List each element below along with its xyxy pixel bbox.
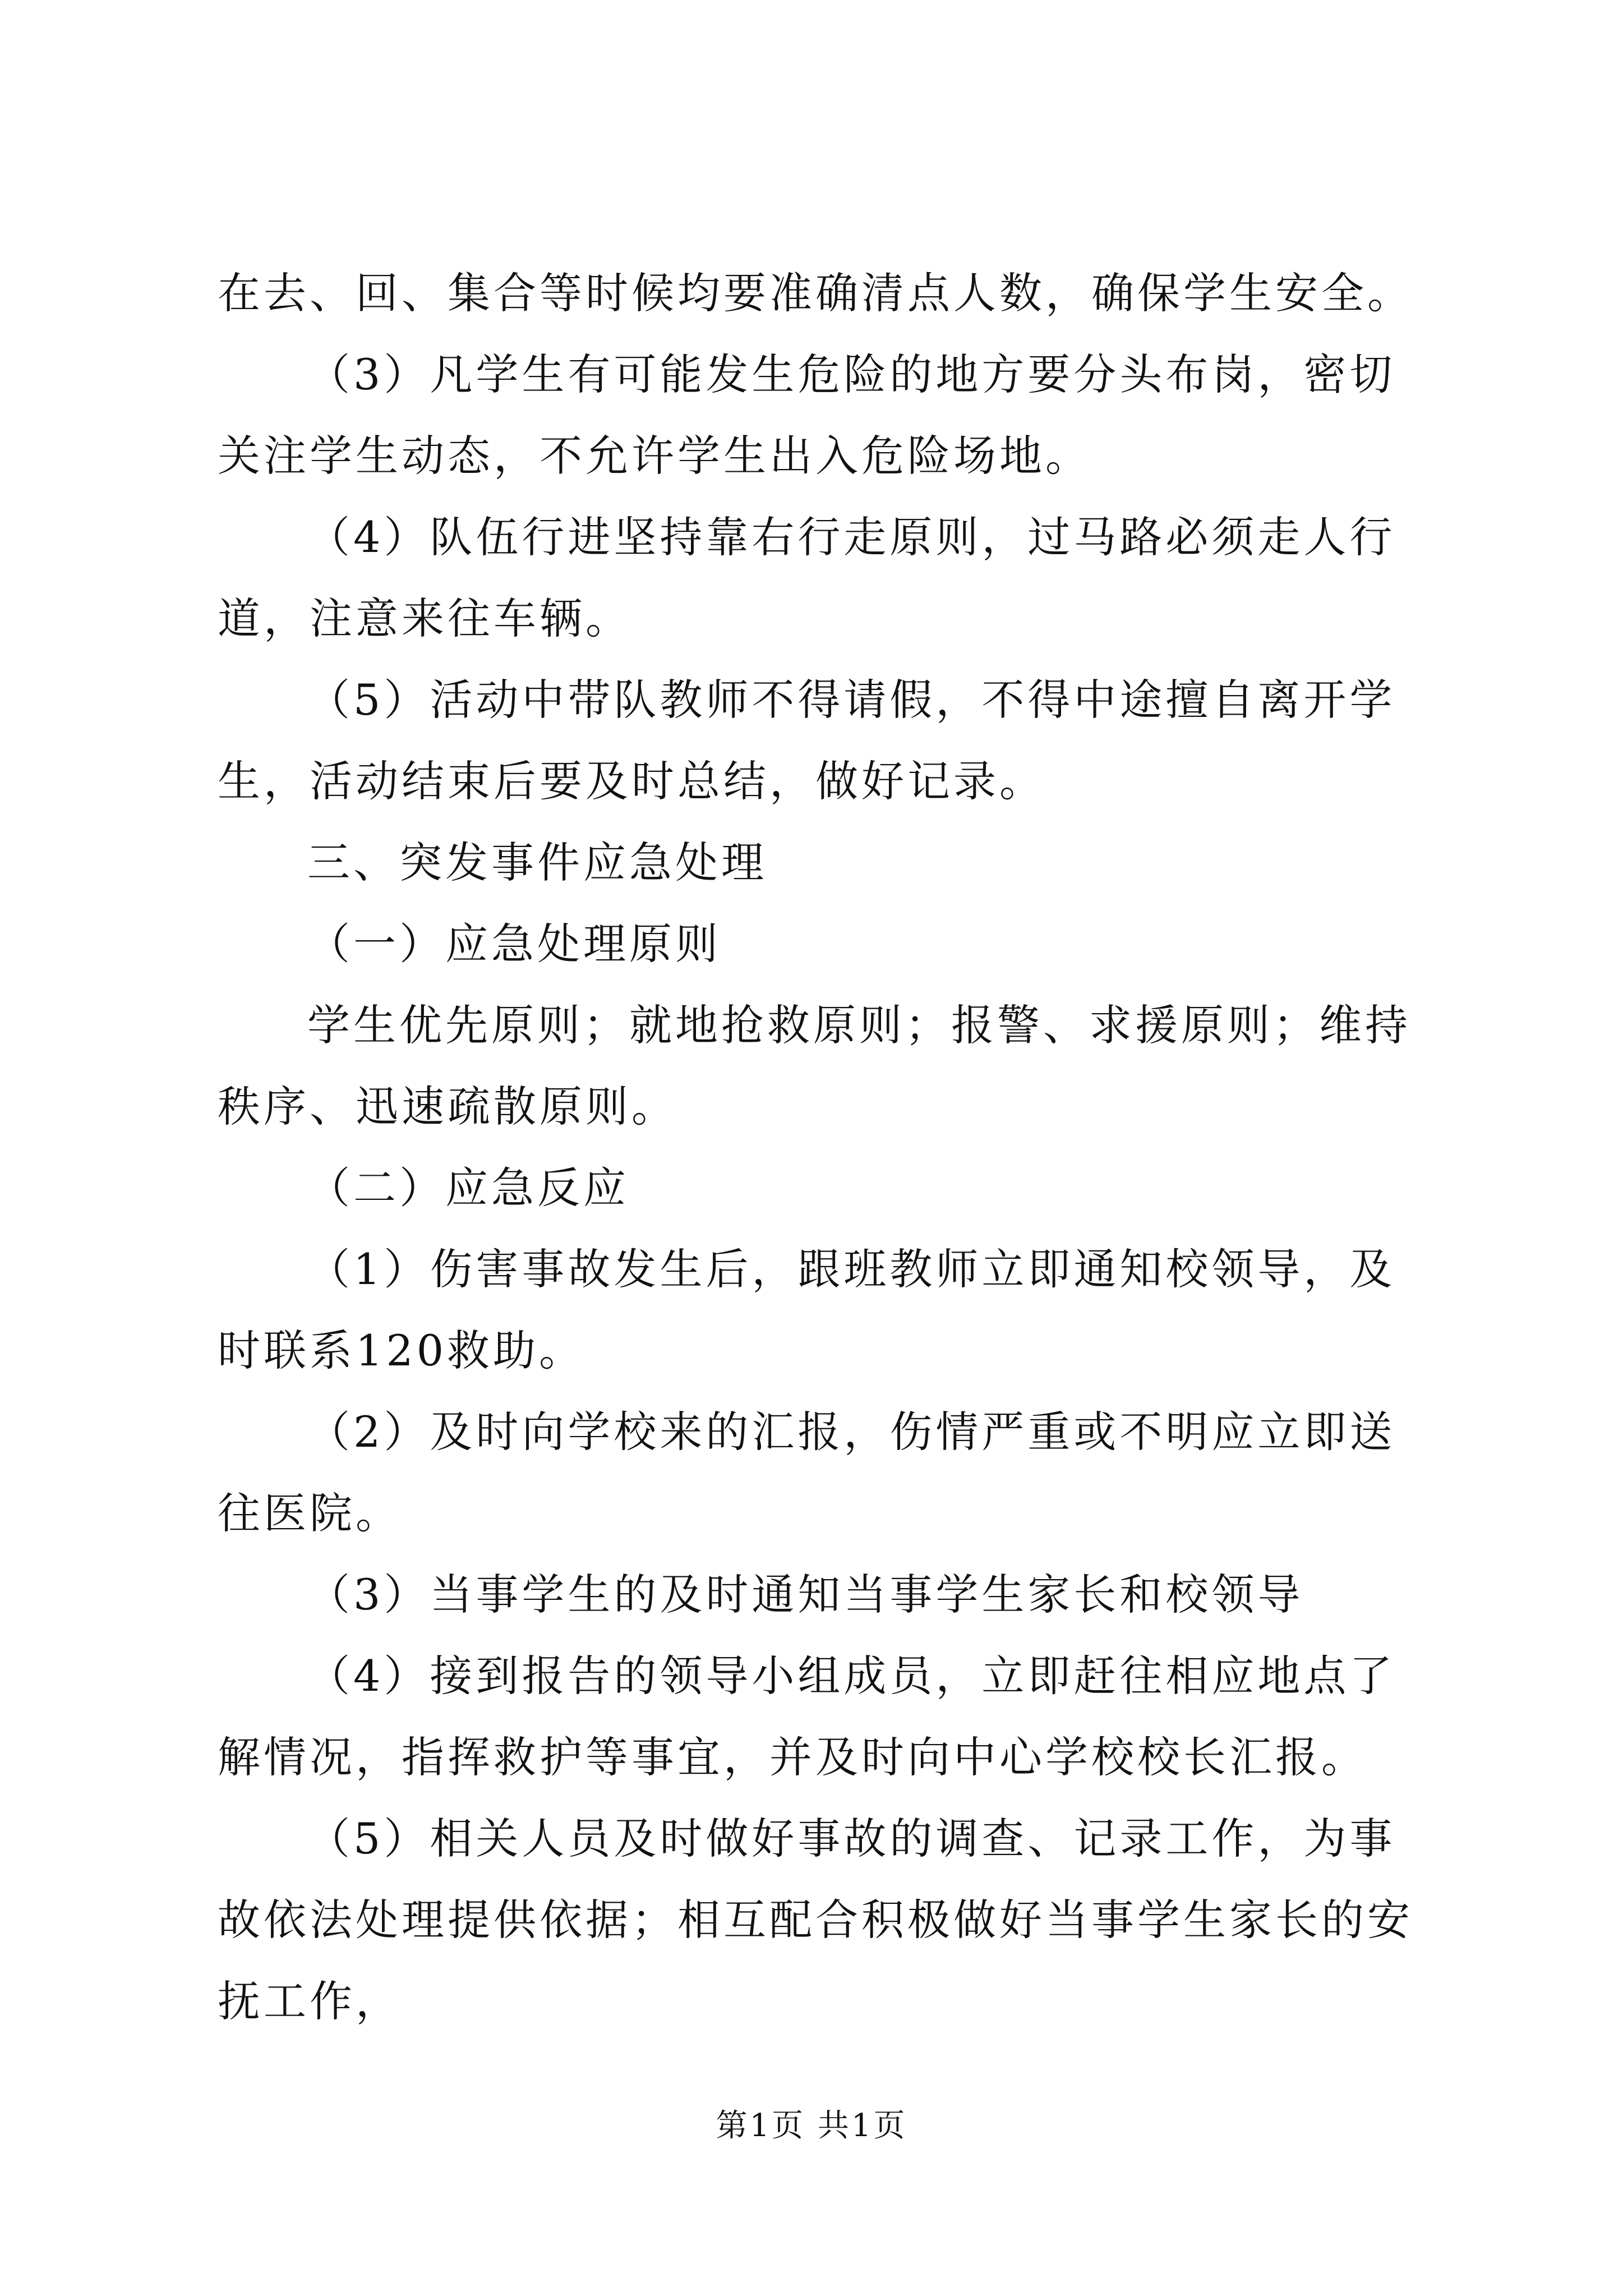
response-item-2: （2）及时向学校来的汇报，伤情严重或不明应立即送往医院。 xyxy=(218,1407,1396,1538)
paragraph-principles: 学生优先原则；就地抢救原则；报警、求援原则；维持秩序、迅速疏散原则。 xyxy=(218,1000,1411,1131)
paragraph-4: （5）活动中带队教师不得请假，不得中途擅自离开学生，活动结束后要及时总结，做好记录。 xyxy=(218,675,1396,806)
section-heading-3: 三、突发事件应急处理 xyxy=(307,838,767,887)
paragraph-3: （4）队伍行进坚持靠右行走原则，过马路必须走人行道，注意来往车辆。 xyxy=(218,512,1396,643)
response-item-3: （3）当事学生的及时通知当事学生家长和校领导 xyxy=(307,1570,1304,1619)
document-body xyxy=(218,252,1435,2042)
page-footer: 第1页 共1页 xyxy=(716,2108,907,2144)
subheading-2: （二）应急反应 xyxy=(307,1163,629,1213)
paragraph-2: （3）凡学生有可能发生危险的地方要分头布岗，密切关注学生动态，不允许学生出入危险场地。 xyxy=(218,349,1396,481)
response-item-4: （4）接到报告的领导小组成员，立即赶往相应地点了解情况，指挥救护等事宜，并及时向中心学校校长汇报。 xyxy=(218,1651,1396,1782)
subheading-1: （一）应急处理原则 xyxy=(307,919,721,969)
response-item-5: （5）相关人员及时做好事故的调查、记录工作，为事故依法处理提供依据；相互配合积极做好当事学生家长的安抚工作， xyxy=(218,1814,1413,2026)
paragraph-1: 在去、回、集合等时候均要准确清点人数，确保学生安全。 xyxy=(218,268,1413,318)
response-item-1: （1）伤害事故发生后，跟班教师立即通知校领导，及时联系120救助。 xyxy=(218,1244,1396,1375)
